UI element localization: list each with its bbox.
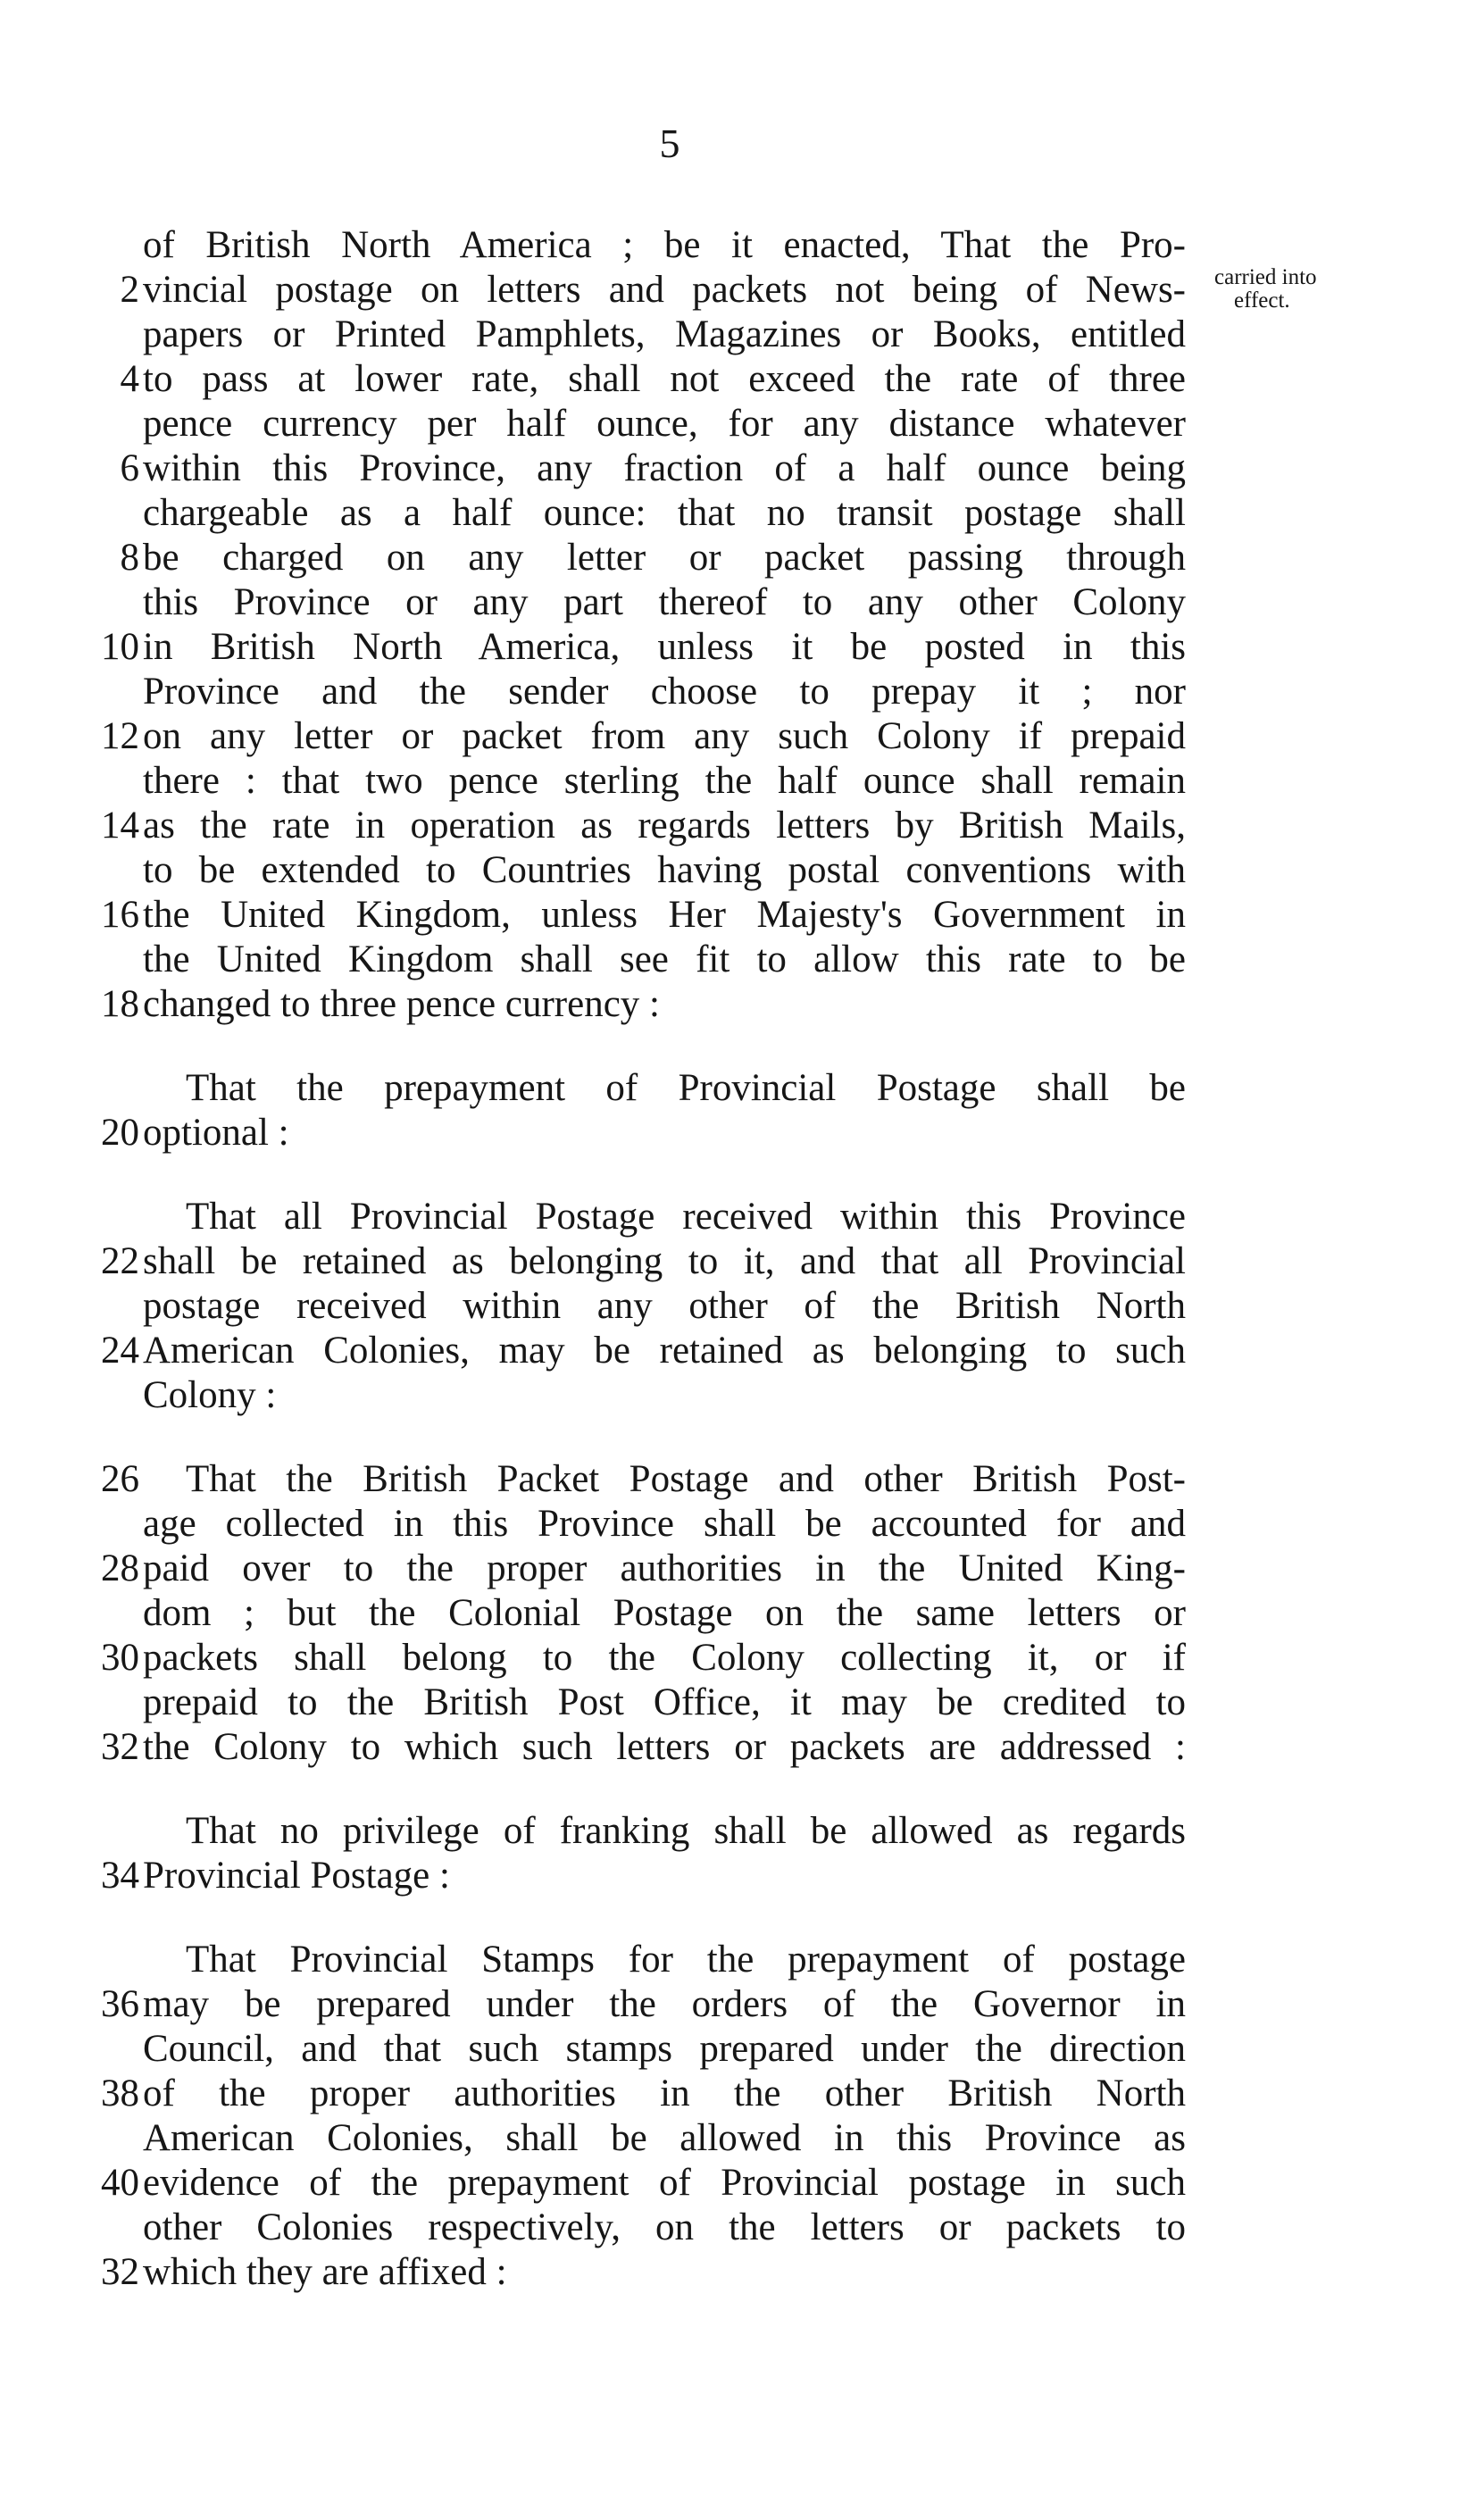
margin-note-line: effect. [1234, 288, 1290, 313]
text-line: That Provincial Stamps for the prepayment of postage [186, 1939, 1186, 1981]
line-number: 34 [101, 1855, 139, 1897]
text-line: of the proper authorities in the other British North [143, 2072, 1186, 2114]
text-line: age collected in this Province shall be accounted for and [143, 1503, 1186, 1545]
text-line: the United Kingdom shall see fit to allow this rate to be [143, 938, 1186, 980]
text-line: within this Province, any fraction of a half ounce being [143, 447, 1186, 489]
line-number: 26 [101, 1458, 139, 1500]
line-number: 6 [120, 447, 139, 489]
text-line: paid over to the proper authorities in the United King- [143, 1547, 1186, 1589]
text-line: postage received within any other of the British North [143, 1285, 1186, 1327]
text-line: shall be retained as belonging to it, and that all Provincial [143, 1240, 1186, 1282]
text-line: other Colonies respectively, on the letters or packets to [143, 2206, 1186, 2248]
line-number: 10 [101, 626, 139, 668]
text-line: Provincial Postage : [143, 1855, 450, 1897]
margin-note [1214, 266, 1357, 313]
line-number: 2 [120, 269, 139, 311]
line-number: 30 [101, 1637, 139, 1679]
line-number: 14 [101, 805, 139, 847]
text-line: papers or Printed Pamphlets, Magazines or Books, entitled [143, 313, 1186, 355]
text-line: Council, and that such stamps prepared under the direction [143, 2028, 1186, 2070]
text-line: pence currency per half ounce, for any distance whatever [143, 403, 1186, 445]
page-number: 5 [659, 121, 680, 166]
text-line: to be extended to Countries having postal conventions with [143, 849, 1186, 891]
line-number: 40 [101, 2162, 139, 2204]
text-line: Province and the sender choose to prepay it ; nor [143, 671, 1186, 713]
text-line: That the prepayment of Provincial Postage shall be [186, 1067, 1186, 1109]
text-line: of British North America ; be it enacted, That the Pro- [143, 224, 1186, 266]
margin-note-line: carried into [1214, 265, 1317, 289]
line-number: 4 [120, 358, 139, 400]
line-number: 22 [101, 1240, 139, 1282]
text-line: this Province or any part thereof to any other Colony [143, 581, 1186, 623]
line-number: 38 [101, 2072, 139, 2114]
text-line: to pass at lower rate, shall not exceed the rate of three [143, 358, 1186, 400]
text-line: prepaid to the British Post Office, it may be credited to [143, 1681, 1186, 1723]
line-number: 24 [101, 1330, 139, 1372]
line-number: 28 [101, 1547, 139, 1589]
text-line: packets shall belong to the Colony collecting it, or if [143, 1637, 1186, 1679]
text-line: American Colonies, may be retained as belonging to such [143, 1330, 1186, 1372]
text-line: changed to three pence currency : [143, 983, 660, 1025]
line-number: 32 [101, 2251, 139, 2293]
text-line: dom ; but the Colonial Postage on the same letters or [143, 1592, 1186, 1634]
text-line: the United Kingdom, unless Her Majesty's Government in [143, 894, 1186, 936]
line-number: 18 [101, 983, 139, 1025]
text-line: chargeable as a half ounce: that no transit postage shall [143, 492, 1186, 534]
text-line: there : that two pence sterling the half ounce shall remain [143, 760, 1186, 802]
text-line: That no privilege of franking shall be allowed as regards [186, 1810, 1186, 1852]
text-line: That all Provincial Postage received within this Province [186, 1196, 1186, 1238]
text-line: on any letter or packet from any such Colony if prepaid [143, 715, 1186, 757]
text-line: may be prepared under the orders of the Governor in [143, 1983, 1186, 2025]
text-line: evidence of the prepayment of Provincial postage in such [143, 2162, 1186, 2204]
text-line: American Colonies, shall be allowed in this Province as [143, 2117, 1186, 2159]
text-line: which they are affixed : [143, 2251, 507, 2293]
line-number: 16 [101, 894, 139, 936]
line-number: 32 [101, 1726, 139, 1768]
text-line: the Colony to which such letters or packets are addressed : [143, 1726, 1186, 1768]
text-line: Colony : [143, 1374, 277, 1416]
text-line: That the British Packet Postage and other British Post- [186, 1458, 1186, 1500]
text-line: be charged on any letter or packet passing through [143, 537, 1186, 579]
line-number: 36 [101, 1983, 139, 2025]
text-line: as the rate in operation as regards letters by British Mails, [143, 805, 1186, 847]
line-number: 12 [101, 715, 139, 757]
line-number: 8 [120, 537, 139, 579]
line-number: 20 [101, 1112, 139, 1154]
text-line: vincial postage on letters and packets not being of News- [143, 269, 1186, 311]
text-line: in British North America, unless it be posted in this [143, 626, 1186, 668]
text-line: optional : [143, 1112, 289, 1154]
